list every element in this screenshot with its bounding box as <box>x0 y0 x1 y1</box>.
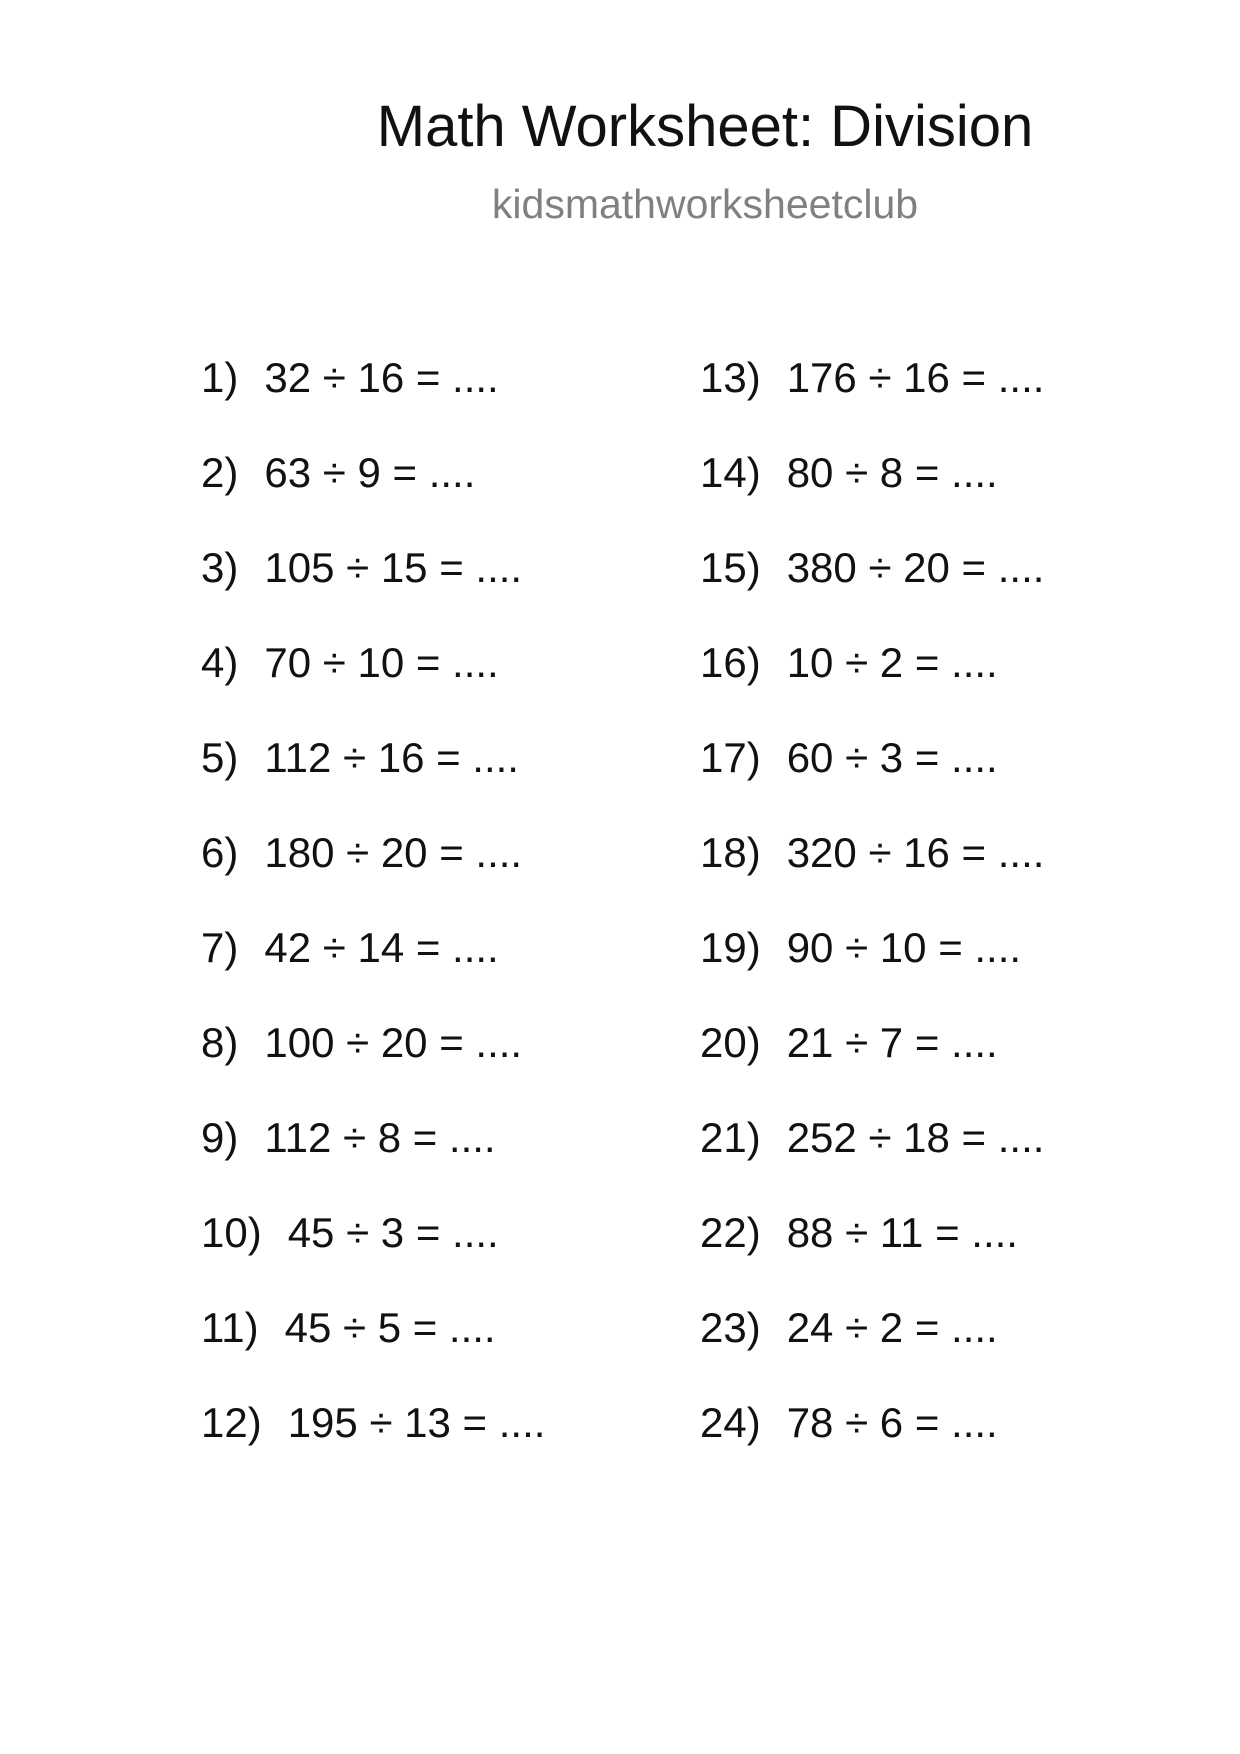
problem-expression: 42 ÷ 14 = .... <box>264 924 499 971</box>
problem-item <box>700 1018 1044 1113</box>
problem-expression: 80 ÷ 8 = .... <box>786 449 998 496</box>
problem-expression: 78 ÷ 6 = .... <box>786 1399 998 1446</box>
problems-column-right <box>700 353 1044 1493</box>
problem-item <box>700 543 1044 638</box>
problem-expression: 45 ÷ 5 = .... <box>284 1304 496 1351</box>
problem-expression: 105 ÷ 15 = .... <box>264 544 523 591</box>
problem-number: 7) <box>201 924 239 971</box>
problem-item <box>201 1113 545 1208</box>
problem-item <box>700 1398 1044 1493</box>
problem-expression: 63 ÷ 9 = .... <box>264 449 476 496</box>
problem-expression: 60 ÷ 3 = .... <box>786 734 998 781</box>
problem-number: 24) <box>700 1399 761 1446</box>
problem-item <box>700 638 1044 733</box>
problem-item <box>201 448 545 543</box>
problem-number: 11) <box>201 1304 259 1351</box>
problem-item <box>700 923 1044 1018</box>
problem-expression: 180 ÷ 20 = .... <box>264 829 523 876</box>
problem-item <box>201 543 545 638</box>
problem-item <box>201 1018 545 1113</box>
problem-item <box>201 1208 545 1303</box>
problem-number: 15) <box>700 544 761 591</box>
problem-expression: 70 ÷ 10 = .... <box>264 639 499 686</box>
problem-number: 10) <box>201 1209 262 1256</box>
worksheet-source-label: kidsmathworksheetclub <box>491 181 919 227</box>
problem-item <box>201 1398 545 1493</box>
problem-number: 2) <box>201 449 239 496</box>
problem-item <box>700 448 1044 543</box>
problem-expression: 90 ÷ 10 = .... <box>786 924 1022 971</box>
problem-expression: 21 ÷ 7 = .... <box>786 1019 998 1066</box>
problem-expression: 24 ÷ 2 = .... <box>786 1304 998 1351</box>
problem-item <box>201 353 545 448</box>
problem-number: 3) <box>201 544 239 591</box>
problem-number: 1) <box>201 354 239 401</box>
problem-item <box>201 733 545 828</box>
problem-number: 21) <box>700 1114 761 1161</box>
problem-number: 18) <box>700 829 761 876</box>
problem-item <box>700 828 1044 923</box>
problem-expression: 10 ÷ 2 = .... <box>786 639 998 686</box>
problem-item <box>700 353 1044 448</box>
problem-expression: 195 ÷ 13 = .... <box>287 1399 546 1446</box>
problem-expression: 252 ÷ 18 = .... <box>786 1114 1045 1161</box>
problem-expression: 380 ÷ 20 = .... <box>786 544 1045 591</box>
problem-number: 20) <box>700 1019 761 1066</box>
problem-expression: 112 ÷ 8 = .... <box>264 1114 496 1161</box>
problem-item <box>700 1113 1044 1208</box>
problem-number: 19) <box>700 924 761 971</box>
problem-number: 6) <box>201 829 239 876</box>
problem-number: 12) <box>201 1399 262 1446</box>
problem-number: 23) <box>700 1304 761 1351</box>
problem-expression: 320 ÷ 16 = .... <box>786 829 1045 876</box>
problem-number: 14) <box>700 449 761 496</box>
problem-number: 8) <box>201 1019 239 1066</box>
problem-item <box>201 923 545 1018</box>
problem-number: 5) <box>201 734 239 781</box>
problem-expression: 88 ÷ 11 = .... <box>786 1209 1018 1256</box>
problem-number: 9) <box>201 1114 239 1161</box>
problem-number: 17) <box>700 734 761 781</box>
worksheet-title: Math Worksheet: Division <box>376 94 1034 159</box>
problem-expression: 45 ÷ 3 = .... <box>287 1209 499 1256</box>
problem-item <box>700 1208 1044 1303</box>
problem-item <box>201 638 545 733</box>
problem-item <box>700 1303 1044 1398</box>
problem-expression: 32 ÷ 16 = .... <box>264 354 499 401</box>
problem-number: 13) <box>700 354 761 401</box>
problem-item <box>700 733 1044 828</box>
problem-number: 16) <box>700 639 761 686</box>
problem-expression: 100 ÷ 20 = .... <box>264 1019 523 1066</box>
problem-number: 22) <box>700 1209 761 1256</box>
problems-column-left <box>201 353 545 1493</box>
problem-item <box>201 828 545 923</box>
problem-expression: 176 ÷ 16 = .... <box>786 354 1045 401</box>
problem-number: 4) <box>201 639 239 686</box>
problem-item <box>201 1303 545 1398</box>
problem-expression: 112 ÷ 16 = .... <box>264 734 519 781</box>
